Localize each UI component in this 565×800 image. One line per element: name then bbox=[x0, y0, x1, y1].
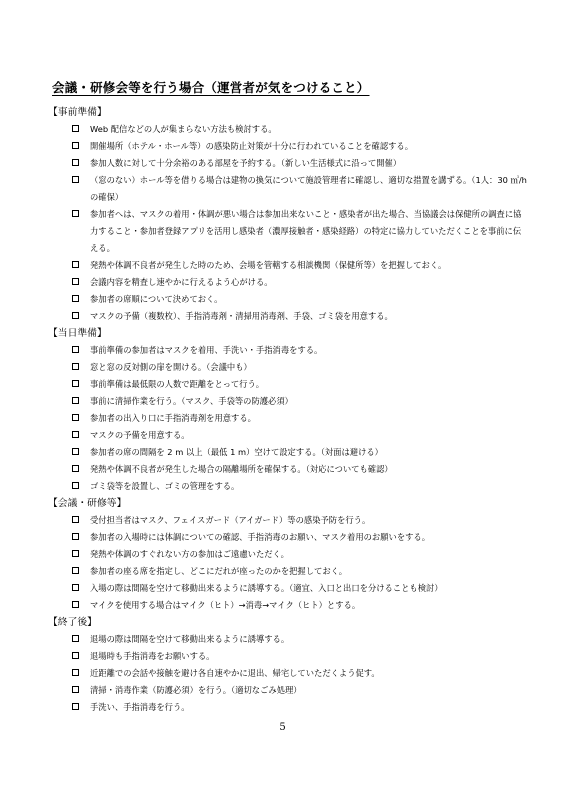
checklist-item-text: 手洗い、手指消毒を行う。 bbox=[90, 702, 190, 712]
checkbox-icon bbox=[72, 363, 79, 370]
checklist-item bbox=[48, 512, 528, 529]
section-heading: 【事前準備】 bbox=[48, 107, 107, 118]
checkbox-icon bbox=[72, 210, 79, 217]
checklist-item-text: マイクを使用する場合はマイク（ヒト）→消毒→マイク（ヒト）とする。 bbox=[90, 600, 361, 610]
page-title: 会議・研修会等を行う場合（運営者が気をつけること） bbox=[52, 80, 370, 95]
checklist-item bbox=[48, 546, 528, 563]
checklist-item bbox=[48, 138, 528, 155]
checklist-item-text: 発熱や体調不良者が発生した場合の隔離場所を確保する。（対応についても確認） bbox=[90, 464, 393, 474]
checklist-item-text: 退場時も手指消毒をお願いする。 bbox=[90, 651, 215, 661]
checklist-content bbox=[48, 104, 528, 716]
checklist-item bbox=[48, 308, 528, 325]
checklist-item bbox=[48, 427, 528, 444]
checklist-item-text: 参加者の座る席を指定し、どこにだれが座ったのかを把握しておく。 bbox=[90, 566, 348, 576]
checklist-item-text: マスクの予備（複数枚）、手指消毒剤・清掃用消毒剤、手袋、ゴミ袋を用意する。 bbox=[90, 311, 393, 321]
checklist-item-text: 清掃・消毒作業（防護必須）を行う。（適切なごみ処理） bbox=[90, 685, 302, 695]
checklist-item-text: 受付担当者はマスク、フェイスガード（アイガード）等の感染予防を行う。 bbox=[90, 515, 371, 525]
checkbox-icon bbox=[72, 142, 79, 149]
checklist-item-text: 退場の際は間隔を空けて移動出来るように誘導する。 bbox=[90, 634, 290, 644]
checkbox-icon bbox=[72, 346, 79, 353]
checklist-item-text: 事前準備の参加者はマスクを着用、手洗い・手指消毒をする。 bbox=[90, 345, 323, 355]
checkbox-icon bbox=[72, 125, 79, 132]
checkbox-icon bbox=[72, 176, 79, 183]
checklist-item bbox=[48, 274, 528, 291]
checkbox-icon bbox=[72, 550, 79, 557]
checklist-item bbox=[48, 172, 528, 206]
checklist-item bbox=[48, 359, 528, 376]
checklist-item-text: ゴミ袋等を設置し、ゴミの管理をする。 bbox=[90, 481, 240, 491]
checklist-item bbox=[48, 665, 528, 682]
checklist-item bbox=[48, 478, 528, 495]
checklist-item bbox=[48, 597, 528, 614]
checklist-item bbox=[48, 121, 528, 138]
checklist-item bbox=[48, 376, 528, 393]
checkbox-icon bbox=[72, 312, 79, 319]
checklist-item-text: 参加者の出入り口に手指消毒剤を用意する。 bbox=[90, 413, 256, 423]
checkbox-icon bbox=[72, 431, 79, 438]
checkbox-icon bbox=[72, 159, 79, 166]
checkbox-icon bbox=[72, 584, 79, 591]
section-heading: 【当日準備】 bbox=[48, 328, 107, 339]
checklist-item bbox=[48, 529, 528, 546]
checkbox-icon bbox=[72, 261, 79, 268]
checklist-item bbox=[48, 563, 528, 580]
checklist-item-text: 発熱や体調のすぐれない方の参加はご遠慮いただく。 bbox=[90, 549, 289, 559]
checklist-item bbox=[48, 444, 528, 461]
checklist-item bbox=[48, 206, 528, 257]
checklist-item bbox=[48, 682, 528, 699]
checklist-item-text: 開催場所（ホテル・ホール等）の感染防止対策が十分に行われていることを確認する。 bbox=[90, 141, 414, 151]
checklist-item-text: 参加者へは、マスクの着用・体調が悪い場合は参加出来ないこと・感染者が出た場合、当協議会は保健所の調査に協力すること・参加者登録アプリを活用し感染者（濃厚接触者・感染経路）の特定に協力していただくことを事前に伝える。 bbox=[90, 209, 522, 253]
checklist-item bbox=[48, 699, 528, 716]
checklist-item bbox=[48, 580, 528, 597]
checkbox-icon bbox=[72, 465, 79, 472]
checkbox-icon bbox=[72, 703, 79, 710]
checklist-item-text: 近距離での会話や接触を避け各自速やかに退出、帰宅していただくよう促す。 bbox=[90, 668, 380, 678]
checkbox-icon bbox=[72, 397, 79, 404]
checklist-item bbox=[48, 342, 528, 359]
checklist-item-text: 参加人数に対して十分余裕のある部屋を予約する。（新しい生活様式に沿って開催） bbox=[90, 158, 402, 168]
checklist-item-text: 事前準備は最低限の人数で距離をとって行う。 bbox=[90, 379, 265, 389]
checkbox-icon bbox=[72, 601, 79, 608]
checklist-item bbox=[48, 393, 528, 410]
checklist-item bbox=[48, 410, 528, 427]
checklist-item bbox=[48, 648, 528, 665]
checklist-item bbox=[48, 291, 528, 308]
checkbox-icon bbox=[72, 533, 79, 540]
checklist-item-text: 入場の際は間隔を空けて移動出来るように誘導する。（適宜、入口と出口を分けることも検討） bbox=[90, 583, 443, 593]
checklist-item-text: 参加者の席順について決めておく。 bbox=[90, 294, 223, 304]
checkbox-icon bbox=[72, 448, 79, 455]
checkbox-icon bbox=[72, 635, 79, 642]
checklist-item-text: 事前に清掃作業を行う。（マスク、手袋等の防護必須） bbox=[90, 396, 293, 406]
checklist-item bbox=[48, 631, 528, 648]
checklist-item bbox=[48, 155, 528, 172]
checkbox-icon bbox=[72, 516, 79, 523]
checklist-item-text: 参加者の席の間隔を 2 m 以上（最低 1 m）空けて設定する。（対面は避ける） bbox=[90, 447, 383, 457]
section-heading: 【終了後】 bbox=[48, 617, 97, 628]
section-heading: 【会議・研修等】 bbox=[48, 498, 127, 509]
checklist-item-text: マスクの予備を用意する。 bbox=[90, 430, 190, 440]
checkbox-icon bbox=[72, 482, 79, 489]
checklist-item-text: 会議内容を精査し速やかに行えるよう心がける。 bbox=[90, 277, 273, 287]
checklist-item-text: 参加者の入場時には体調についての確認、手指消毒のお願い、マスク着用のお願いをする。 bbox=[90, 532, 431, 542]
checkbox-icon bbox=[72, 414, 79, 421]
checkbox-icon bbox=[72, 567, 79, 574]
checkbox-icon bbox=[72, 669, 79, 676]
checkbox-icon bbox=[72, 652, 79, 659]
checklist-item bbox=[48, 461, 528, 478]
checklist-item bbox=[48, 257, 528, 274]
checkbox-icon bbox=[72, 295, 79, 302]
checklist-item-text: （窓のない）ホール等を借りる場合は建物の換気について施設管理者に確認し、適切な措置を講ずる。（1人：30 ㎥/h の確保） bbox=[90, 175, 527, 202]
checkbox-icon bbox=[72, 686, 79, 693]
page-number: 5 bbox=[279, 722, 286, 733]
checkbox-icon bbox=[72, 380, 79, 387]
checklist-item-text: Web 配信などの人が集まらない方法も検討する。 bbox=[90, 124, 277, 134]
checklist-item-text: 窓と窓の反対側の扉を開ける。（会議中も） bbox=[90, 362, 252, 372]
checkbox-icon bbox=[72, 278, 79, 285]
checklist-item-text: 発熱や体調不良者が発生した時のため、会場を管轄する相談機関（保健所等）を把握しておく。 bbox=[90, 260, 447, 270]
